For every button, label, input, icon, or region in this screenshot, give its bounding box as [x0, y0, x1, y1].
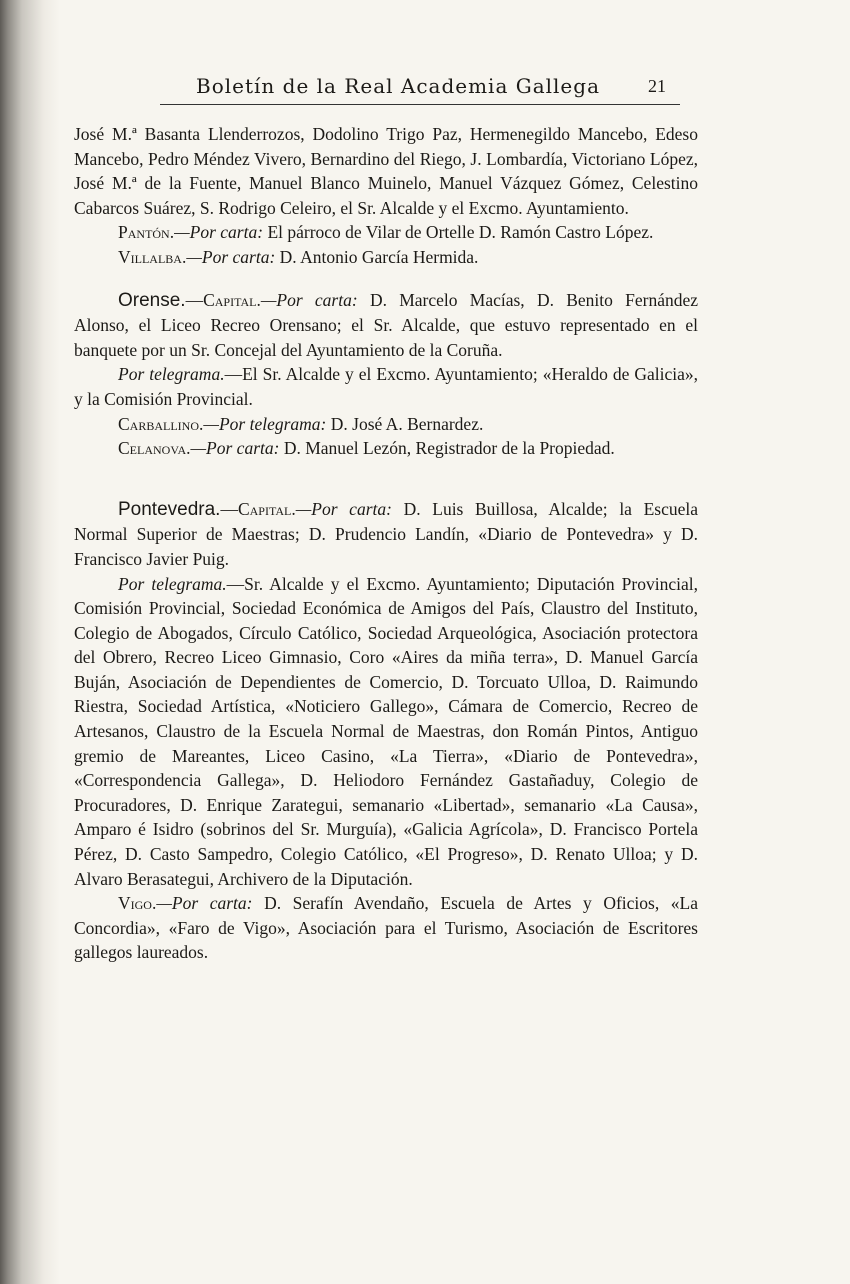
entry-text: —El Sr. Alcalde y el Excmo. Ayuntamiento; «Heraldo de Galicia», y la Comisión Provincial.: [74, 364, 698, 409]
paragraph-villalba: [74, 245, 698, 270]
paragraph-lugo-list: José M.ª Basanta Llenderrozos, Dodolino Trigo Paz, Hermenegildo Mancebo, Edeso Mancebo, Pedro Méndez Vivero, Bernardino del Riego, J. Lombardía, Victoriano López, José M.ª de la Fuente, Manuel Blanco Muinelo, Manuel Vázquez Gómez, Celestino Cabarcos Suárez, S. Rodrigo Celeiro, el Sr. Alcalde y el Excmo. Ayuntamiento.: [74, 124, 698, 218]
mode-label: —Por carta:: [260, 289, 358, 310]
entry-text: D. José A. Bernardez.: [326, 413, 484, 434]
paragraph-panton: [74, 220, 698, 245]
paragraph-orense-telegram: [74, 362, 698, 411]
section-heading-pontevedra: Pontevedra.: [118, 498, 221, 520]
running-header: [160, 72, 680, 105]
mode-label: —Por carta:: [190, 438, 280, 459]
entry-text: D. Manuel Lezón, Registrador de la Propiedad.: [279, 438, 615, 459]
paragraph-pontevedra-capital: [74, 497, 698, 572]
capital-label: —Capital.: [185, 289, 261, 310]
entry-text: —Sr. Alcalde y el Excmo. Ayuntamiento; Diputación Provincial, Comisión Provincial, Sociedad Económica de Amigos del País, Claustro del Instituto, Colegio de Abogados, Círculo Católico, Sociedad Arqueológica, Asociación protectora del Obrero, Recreo Liceo Gimnasio, Coro «Aires da miña terra», D. Manuel García Buján, Asociación de Dependientes de Comercio, D. Torcuato Ulloa, D. Raimundo Riestra, Sociedad Artística, «Noticiero Gallego», Cámara de Comercio, Recreo de Artesanos, Claustro de la Escuela Normal de Maestras, don Román Pintos, Antiguo gremio de Mareantes, Liceo Casino, «La Tierra», «Diario de Pontevedra», «Correspondencia Gallega», D. Heliodoro Fernández Gastañaduy, Colegio de Procuradores, D. Enrique Zarategui, semanario «Libertad», semanario «La Causa», Amparo é Isidro (sobrinos del Sr. Murguía), «Galicia Agrícola», D. Francisco Portela Pérez, D. Casto Sampedro, Colegio Católico, «El Progreso», D. Renato Ulloa; y D. Alvaro Berasategui, Archivero de la Diputación.: [74, 573, 698, 889]
place-name: Carballino.: [118, 413, 204, 434]
capital-label: —Capital.: [220, 498, 296, 519]
paragraph-orense-capital: [74, 288, 698, 363]
entry-text: D. Antonio García Hermida.: [275, 246, 479, 267]
journal-title: Boletín de la Real Academia Gallega: [196, 74, 600, 98]
mode-label: —Por carta:: [186, 246, 276, 267]
paragraph-pontevedra-telegram: [74, 572, 698, 892]
entry-text: D. Luis Buillosa, Alcalde; la Escuela Normal Superior de Maestras; D. Prudencio Landín, «Diario de Pontevedra» y D. Francisco Javier Puig.: [74, 498, 699, 569]
mode-label: Por telegrama.: [118, 573, 227, 594]
mode-label: —Por telegrama:: [203, 413, 327, 434]
place-name: Celanova.: [118, 438, 191, 459]
place-name: Vigo.: [118, 893, 157, 914]
paragraph-carballino: [74, 412, 698, 437]
entry-text: D. Serafín Avendaño, Escuela de Artes y Oficios, «La Concordia», «Faro de Vigo», Asociación para el Turismo, Asociación de Escritores gallegos laureados.: [74, 893, 698, 963]
paragraph-vigo: [74, 891, 698, 965]
paragraph-celanova: [74, 436, 698, 461]
entry-text: El párroco de Vilar de Ortelle D. Ramón Castro López.: [263, 222, 654, 243]
mode-label: —Por carta:: [174, 222, 264, 243]
mode-label: Por telegrama.: [118, 364, 225, 385]
place-name: Villalba.: [118, 246, 187, 267]
mode-label: —Por carta:: [156, 893, 253, 914]
page-binding-edge: [0, 0, 60, 1284]
section-heading-orense: Orense.: [118, 289, 186, 311]
page-number: 21: [648, 76, 666, 96]
entry-text: D. Marcelo Macías, D. Benito Fernández Alonso, el Liceo Recreo Orensano; el Sr. Alcalde, que estuvo representado en el banquete por un Sr. Concejal del Ayuntamiento de la Coruña.: [74, 289, 699, 360]
page-body: [74, 122, 698, 965]
mode-label: —Por carta:: [295, 498, 392, 519]
place-name: Pantón.: [118, 222, 175, 243]
